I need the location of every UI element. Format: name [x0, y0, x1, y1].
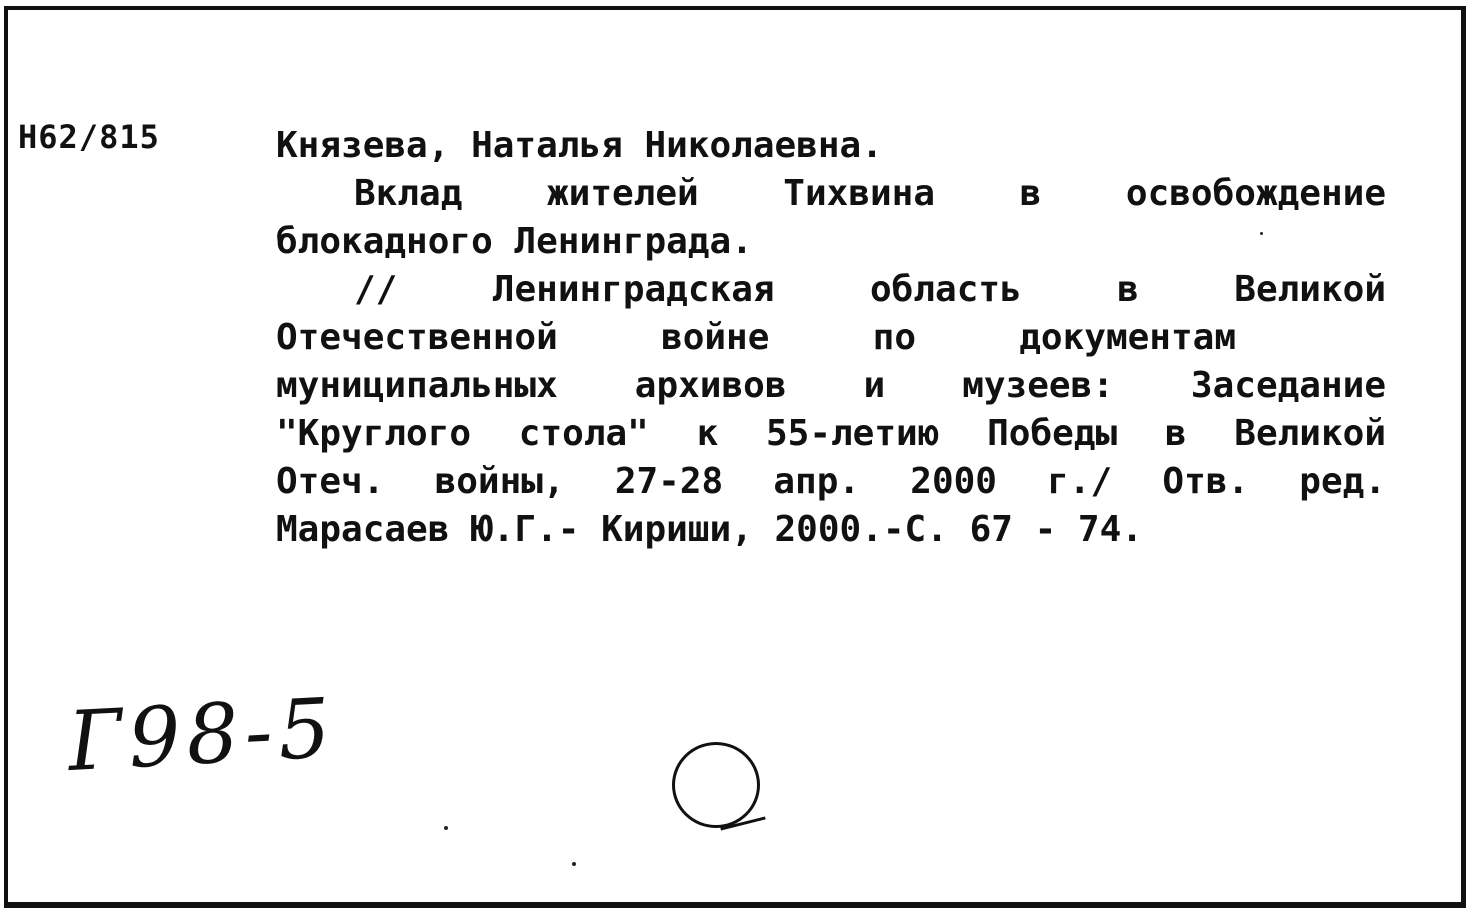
dust-speck: [572, 862, 576, 866]
title-line-1: Вклад жителей Тихвина в освобождение: [354, 173, 1386, 214]
dust-speck: [444, 826, 448, 830]
catalog-card: [4, 6, 1466, 908]
title-line-2: блокадного Ленинграда.: [276, 221, 753, 262]
dust-speck: [1260, 232, 1263, 235]
punch-hole: [672, 742, 760, 828]
author-line: Князева, Наталья Николаевна.: [276, 125, 883, 166]
source-line-6: Марасаев Ю.Г.- Кириши, 2000.-С. 67 - 74.: [276, 509, 1143, 550]
source-line-2: Отечественной войне по документам: [276, 317, 1236, 358]
bibliographic-entry: [276, 122, 1386, 554]
source-line-1: // Ленинградская область в Великой: [354, 269, 1386, 310]
call-number: Н62/815: [18, 118, 160, 156]
source-line-5: Отеч. войны, 27-28 апр. 2000 г./ Отв. ред.: [276, 461, 1386, 502]
source-line-4: "Круглого стола" к 55-летию Победы в Великой: [276, 413, 1386, 454]
handwritten-shelf-mark: Г98-5: [65, 681, 339, 790]
source-line-3: муниципальных архивов и музеев: Заседание: [276, 365, 1386, 406]
